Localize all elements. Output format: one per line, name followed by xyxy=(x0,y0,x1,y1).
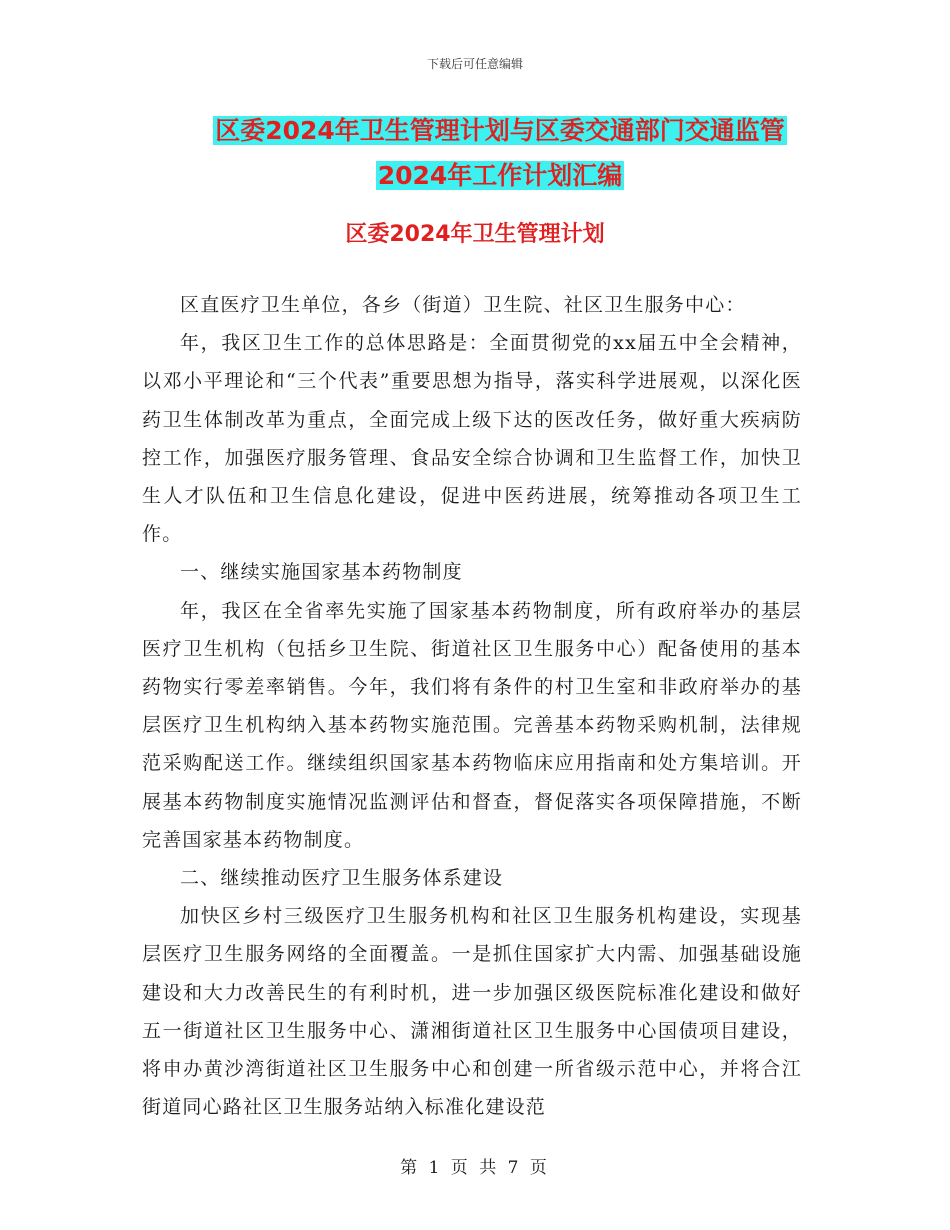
heading-item-2: 二、继续推动医疗卫生服务体系建设 xyxy=(180,867,504,890)
paragraph-overview: 年，我区卫生工作的总体思路是：全面贯彻党的xx届五中全会精神，以邓小平理论和“三个代表”重要思想为指导，落实科学进展观，以深化医药卫生体制改革为重点，全面完成上级下达的医改任务，做好重大疾病防控工作，加强医疗服务管理、食品安全综合协调和卫生监督工作，加快卫生人才队伍和卫生信息化建设，促进中医药进展，统筹推动各项卫生工作。 xyxy=(142,332,802,546)
document-body xyxy=(142,286,802,1126)
document-title-line-2: 2024年工作计划汇编 xyxy=(377,161,623,190)
header-note: 下载后可任意编辑 xyxy=(426,57,523,71)
page-number-footer: 第 1 页 共 7 页 xyxy=(400,1158,550,1178)
section-title: 区委2024年卫生管理计划 xyxy=(345,222,605,247)
paragraph-item-2: 加快区乡村三级医疗卫生服务机构和社区卫生服务机构建设，实现基层医疗卫生服务网络的全面覆盖。一是抓住国家扩大内需、加强基础设施建设和大力改善民生的有利时机，进一步加强区级医院标准化建设和做好五一街道社区卫生服务中心、潇湘街道社区卫生服务中心国债项目建设，将申办黄沙湾街道社区卫生服务中心和创建一所省级示范中心，并将合江街道同心路社区卫生服务站纳入标准化建设范 xyxy=(142,905,802,1119)
document-title-line-1: 区委2024年卫生管理计划与区委交通部门交通监管 xyxy=(215,116,785,145)
paragraph-salutation: 区直医疗卫生单位，各乡（街道）卫生院、社区卫生服务中心： xyxy=(180,294,746,316)
paragraph-item-1: 年，我区在全省率先实施了国家基本药物制度，所有政府举办的基层医疗卫生机构（包括乡卫生院、街道社区卫生服务中心）配备使用的基本药物实行零差率销售。今年，我们将有条件的村卫生室和非政府举办的基层医疗卫生机构纳入基本药物实施范围。完善基本药物采购机制，法律规范采购配送工作。继续组织国家基本药物临床应用指南和处方集培训。开展基本药物制度实施情况监测评估和督查，督促落实各项保障措施，不断完善国家基本药物制度。 xyxy=(142,599,802,851)
document-title xyxy=(160,108,840,198)
heading-item-1: 一、继续实施国家基本药物制度 xyxy=(180,561,463,584)
